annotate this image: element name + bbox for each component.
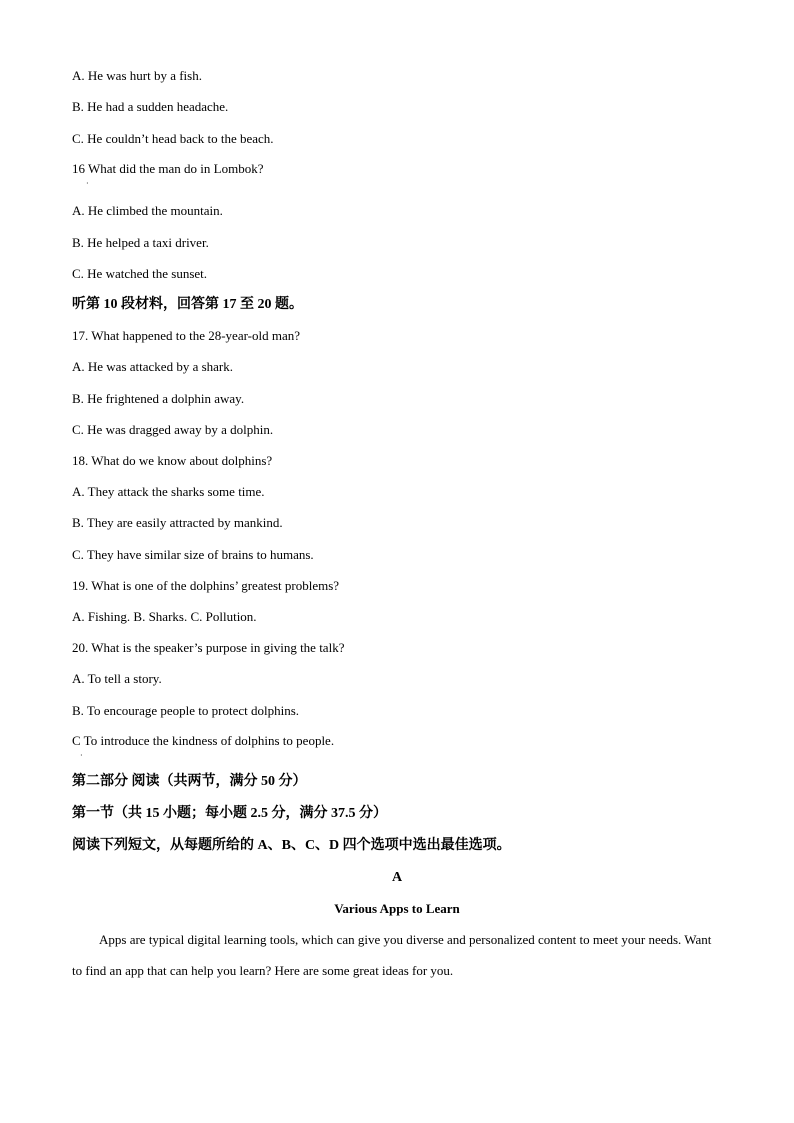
question-19: 19. What is one of the dolphins’ greatest problems?	[72, 578, 340, 593]
line-18b: B. They are easily attracted by mankind.	[72, 515, 283, 530]
passage-letter: A	[391, 870, 403, 885]
line-17a: A. He was attacked by a shark.	[72, 359, 233, 374]
question-17: 17. What happened to the 28-year-old man?	[72, 328, 301, 343]
line-15b: B. He had a sudden headache.	[72, 99, 229, 114]
line-17b: B. He frightened a dolphin away.	[72, 391, 245, 406]
question-16: 16 What did the man do in Lombok?	[72, 161, 264, 176]
question-20: 20. What is the speaker’s purpose in giving the talk?	[72, 640, 345, 655]
line-19-options: A. Fishing. B. Sharks. C. Pollution.	[72, 609, 257, 624]
question-18: 18. What do we know about dolphins?	[72, 453, 273, 468]
section-one-heading: 第一节（共 15 小题；每小题 2.5 分，满分 37.5 分）	[72, 806, 387, 821]
line-20b: B. To encourage people to protect dolphins.	[72, 703, 300, 718]
stray-dot-2: ·	[80, 751, 83, 760]
line-16b: B. He helped a taxi driver.	[72, 235, 209, 250]
line-20a: A. To tell a story.	[72, 671, 162, 686]
line-15a: A. He was hurt by a fish.	[72, 68, 202, 83]
part-two-heading: 第二部分 阅读（共两节，满分 50 分）	[72, 774, 307, 789]
line-17c: C. He was dragged away by a dolphin.	[72, 422, 274, 437]
line-18a: A. They attack the sharks some time.	[72, 484, 265, 499]
passage-paragraph: Apps are typical digital learning tools, which can give you diverse and personalized content to meet your needs. Want to find an app that can help you learn? Here are some great ideas for you.	[72, 932, 712, 978]
stray-dot: ·	[86, 179, 89, 188]
passage-title: Various Apps to Learn	[334, 901, 460, 916]
line-15c: C. He couldn’t head back to the beach.	[72, 131, 274, 146]
reading-instruction: 阅读下列短文，从每题所给的 A、B、C、D 四个选项中选出最佳选项。	[72, 838, 511, 853]
line-16a: A. He climbed the mountain.	[72, 203, 223, 218]
line-20c: C To introduce the kindness of dolphins to people.	[72, 733, 335, 748]
section-instruction-10: 听第 10 段材料，回答第 17 至 20 题。	[72, 297, 303, 312]
line-18c: C. They have similar size of brains to humans.	[72, 547, 314, 562]
line-16c: C. He watched the sunset.	[72, 266, 208, 281]
